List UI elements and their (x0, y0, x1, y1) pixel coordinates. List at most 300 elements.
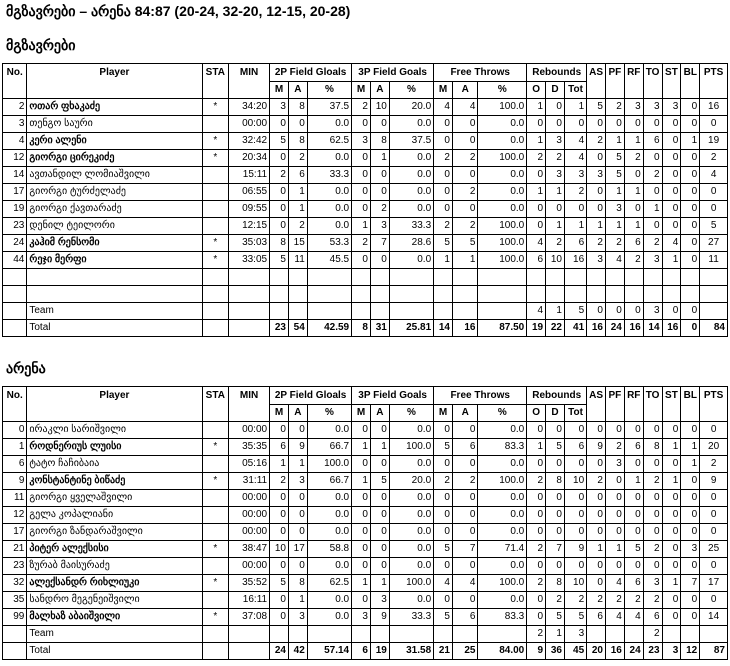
stat-mft: 5 (434, 609, 453, 626)
stat-m3: 0 (352, 422, 371, 439)
stat-st: 0 (662, 609, 681, 626)
total-o: 9 (527, 643, 546, 660)
stat-mft: 0 (434, 524, 453, 541)
stat-a3: 9 (370, 609, 389, 626)
stat-a2: 17 (288, 541, 307, 558)
empty-cell (307, 626, 351, 643)
header-blank (624, 82, 643, 99)
subheader-pct: % (389, 82, 433, 99)
stat-d: 1 (546, 218, 565, 235)
stat-p3: 37.5 (389, 133, 433, 150)
total-p3: 25.81 (389, 320, 433, 337)
stat-p2: 0.0 (307, 490, 351, 507)
stat-rf: 6 (624, 575, 643, 592)
header-sta: STA (202, 387, 229, 405)
stat-a2: 9 (288, 439, 307, 456)
stat-d: 10 (546, 252, 565, 269)
empty-cell (270, 626, 289, 643)
empty-cell (3, 286, 27, 303)
stat-aft: 0 (452, 116, 477, 133)
stat-bl: 3 (681, 541, 700, 558)
header-blank (3, 82, 27, 99)
stat-o: 2 (527, 541, 546, 558)
stat-o: 2 (527, 575, 546, 592)
subheader-o: O (527, 82, 546, 99)
total-m3: 6 (352, 643, 371, 660)
stat-st: 1 (662, 575, 681, 592)
total-p3: 31.58 (389, 643, 433, 660)
empty-cell (370, 626, 389, 643)
team-stat-pts (700, 303, 728, 320)
player-number: 99 (3, 609, 27, 626)
player-row (3, 456, 728, 473)
total-mft: 21 (434, 643, 453, 660)
stat-aft: 0 (452, 507, 477, 524)
player-row (3, 150, 728, 167)
stat-p2: 0.0 (307, 201, 351, 218)
header-player: Player (27, 64, 202, 82)
player-name: კონსტანტინე ბიწაძე (27, 473, 202, 490)
empty-cell (370, 303, 389, 320)
stat-aft: 6 (452, 609, 477, 626)
team-stat-rf (624, 626, 643, 643)
stat-mft: 0 (434, 558, 453, 575)
player-name: დენილ ტეილორი (27, 218, 202, 235)
stat-pft: 0.0 (478, 184, 527, 201)
team-stat-pf (605, 626, 624, 643)
player-name: გიორგი ყველაშვილი (27, 490, 202, 507)
header-pf: PF (605, 64, 624, 82)
stat-pft: 0.0 (478, 116, 527, 133)
player-name: კაჰიმ რენსომი (27, 235, 202, 252)
stat-mft: 5 (434, 235, 453, 252)
player-name: კერი ალენი (27, 133, 202, 150)
stat-mft: 4 (434, 99, 453, 116)
stat-as: 0 (587, 184, 606, 201)
team-row-label: Team (27, 303, 202, 320)
player-number: 12 (3, 507, 27, 524)
total-to: 23 (643, 643, 662, 660)
stat-bl: 0 (681, 422, 700, 439)
player-minutes: 37:08 (229, 609, 270, 626)
stat-d: 0 (546, 201, 565, 218)
stat-m2: 8 (270, 235, 289, 252)
stat-m3: 2 (352, 99, 371, 116)
stat-bl: 0 (681, 473, 700, 490)
header-blank (229, 405, 270, 422)
empty-cell (546, 286, 565, 303)
stat-d: 5 (546, 439, 565, 456)
stat-a2: 11 (288, 252, 307, 269)
stat-pf: 0 (605, 524, 624, 541)
starter-mark (202, 456, 229, 473)
team-stat-d: 1 (546, 626, 565, 643)
stat-rf: 2 (624, 252, 643, 269)
stat-p3: 33.3 (389, 218, 433, 235)
stat-p2: 33.3 (307, 167, 351, 184)
empty-cell (202, 269, 229, 286)
stat-bl: 1 (681, 456, 700, 473)
stat-a3: 0 (370, 252, 389, 269)
stat-pf: 4 (605, 609, 624, 626)
stat-bl: 0 (681, 167, 700, 184)
stat-bl: 0 (681, 184, 700, 201)
stat-m2: 0 (270, 218, 289, 235)
stat-rf: 0 (624, 558, 643, 575)
player-number: 1 (3, 439, 27, 456)
stat-d: 0 (546, 507, 565, 524)
stat-st: 0 (662, 133, 681, 150)
stat-pts: 0 (700, 558, 728, 575)
subheader-m: M (270, 82, 289, 99)
stat-a3: 1 (370, 439, 389, 456)
stat-as: 1 (587, 541, 606, 558)
stat-pf: 0 (605, 490, 624, 507)
empty-cell (229, 643, 270, 660)
stat-m3: 0 (352, 184, 371, 201)
empty-cell (587, 269, 606, 286)
header-min: MIN (229, 64, 270, 82)
stat-m3: 0 (352, 252, 371, 269)
player-row (3, 116, 728, 133)
stat-st: 0 (662, 524, 681, 541)
stat-pft: 100.0 (478, 575, 527, 592)
stat-o: 0 (527, 490, 546, 507)
stat-st: 1 (662, 439, 681, 456)
empty-cell (434, 286, 453, 303)
total-p2: 57.14 (307, 643, 351, 660)
player-minutes: 31:11 (229, 473, 270, 490)
team-stat-pf: 0 (605, 303, 624, 320)
empty-cell (27, 269, 202, 286)
stat-bl: 1 (681, 439, 700, 456)
stat-p3: 0.0 (389, 184, 433, 201)
header-blank (681, 82, 700, 99)
subheader-a: A (452, 405, 477, 422)
header-no: No. (3, 387, 27, 405)
stat-to: 0 (643, 184, 662, 201)
team-row (3, 626, 728, 643)
header-player: Player (27, 387, 202, 405)
empty-cell (202, 320, 229, 337)
stat-pts: 0 (700, 184, 728, 201)
stat-aft: 2 (452, 150, 477, 167)
total-st: 16 (662, 320, 681, 337)
stat-bl: 0 (681, 507, 700, 524)
stat-pts: 0 (700, 592, 728, 609)
empty-cell (3, 269, 27, 286)
player-row (3, 609, 728, 626)
player-row (3, 218, 728, 235)
stat-m2: 1 (270, 456, 289, 473)
subheader-a: A (452, 82, 477, 99)
stat-aft: 2 (452, 473, 477, 490)
stat-m3: 0 (352, 116, 371, 133)
player-name: გიორგი ცირეკიძე (27, 150, 202, 167)
stat-to: 8 (643, 439, 662, 456)
empty-cell (389, 286, 433, 303)
stat-pts: 0 (700, 490, 728, 507)
stat-mft: 2 (434, 473, 453, 490)
stat-aft: 4 (452, 575, 477, 592)
stat-st: 1 (662, 473, 681, 490)
stat-p2: 0.0 (307, 184, 351, 201)
stat-bl: 0 (681, 218, 700, 235)
stat-p3: 0.0 (389, 524, 433, 541)
stat-rf: 2 (624, 592, 643, 609)
stat-p2: 62.5 (307, 133, 351, 150)
stat-p3: 0.0 (389, 252, 433, 269)
player-minutes: 09:55 (229, 201, 270, 218)
empty-cell (202, 286, 229, 303)
stat-tot: 3 (564, 167, 586, 184)
stat-as: 0 (587, 490, 606, 507)
stat-m2: 0 (270, 150, 289, 167)
stat-to: 2 (643, 473, 662, 490)
stat-as: 0 (587, 422, 606, 439)
total-pft: 84.00 (478, 643, 527, 660)
stat-o: 2 (527, 473, 546, 490)
team-stat-st: 0 (662, 303, 681, 320)
stat-st: 4 (662, 235, 681, 252)
player-minutes: 35:35 (229, 439, 270, 456)
header-fg2: 2P Field Gloals (270, 64, 352, 82)
stat-p3: 100.0 (389, 439, 433, 456)
stat-pf: 0 (605, 422, 624, 439)
subheader-d: D (546, 82, 565, 99)
empty-cell (202, 626, 229, 643)
header-blank (643, 82, 662, 99)
empty-row (3, 286, 728, 303)
stat-pts: 2 (700, 150, 728, 167)
player-row (3, 252, 728, 269)
total-pts: 87 (700, 643, 728, 660)
player-minutes: 20:34 (229, 150, 270, 167)
stat-a2: 0 (288, 490, 307, 507)
stat-a2: 1 (288, 201, 307, 218)
player-name: პიტერ ალექსისი (27, 541, 202, 558)
header-blank (27, 82, 202, 99)
stat-mft: 5 (434, 541, 453, 558)
player-number: 3 (3, 116, 27, 133)
total-a2: 54 (288, 320, 307, 337)
stat-a2: 8 (288, 575, 307, 592)
stat-rf: 1 (624, 473, 643, 490)
empty-cell (624, 286, 643, 303)
stat-m2: 0 (270, 422, 289, 439)
player-number: 32 (3, 575, 27, 592)
empty-cell (370, 269, 389, 286)
total-d: 22 (546, 320, 565, 337)
subheader-a: A (370, 82, 389, 99)
header-blank (202, 82, 229, 99)
stat-m2: 0 (270, 592, 289, 609)
starter-mark: * (202, 439, 229, 456)
stat-m2: 3 (270, 99, 289, 116)
stat-pf: 4 (605, 252, 624, 269)
stat-to: 6 (643, 609, 662, 626)
player-number: 12 (3, 150, 27, 167)
header-blank (624, 405, 643, 422)
header-row (3, 64, 728, 82)
game-title: მგზავრები – არენა 84:87 (20-24, 32-20, 12-15, 20-28) (6, 3, 351, 19)
stat-pf: 3 (605, 201, 624, 218)
stat-d: 0 (546, 558, 565, 575)
stat-as: 0 (587, 575, 606, 592)
player-name: სანდრო მეგენეიშვილი (27, 592, 202, 609)
stat-d: 0 (546, 490, 565, 507)
stat-p2: 0.0 (307, 609, 351, 626)
header-pts: PTS (700, 387, 728, 405)
subheader-d: D (546, 405, 565, 422)
empty-cell (478, 286, 527, 303)
stat-m3: 0 (352, 456, 371, 473)
stat-pts: 16 (700, 99, 728, 116)
stat-as: 3 (587, 167, 606, 184)
stat-to: 0 (643, 490, 662, 507)
stat-bl: 0 (681, 609, 700, 626)
team-stat-st (662, 626, 681, 643)
total-m3: 8 (352, 320, 371, 337)
stat-tot: 0 (564, 524, 586, 541)
stat-rf: 0 (624, 524, 643, 541)
stat-aft: 7 (452, 541, 477, 558)
stat-m3: 1 (352, 473, 371, 490)
stat-st: 3 (662, 99, 681, 116)
stat-rf: 0 (624, 456, 643, 473)
stat-pts: 14 (700, 609, 728, 626)
stat-tot: 1 (564, 218, 586, 235)
stat-mft: 1 (434, 252, 453, 269)
stat-p3: 0.0 (389, 541, 433, 558)
empty-cell (352, 303, 371, 320)
stat-o: 0 (527, 218, 546, 235)
stat-pts: 2 (700, 456, 728, 473)
stat-mft: 2 (434, 218, 453, 235)
starter-mark: * (202, 541, 229, 558)
stat-to: 0 (643, 558, 662, 575)
stat-o: 0 (527, 116, 546, 133)
stat-p2: 37.5 (307, 99, 351, 116)
stat-mft: 5 (434, 439, 453, 456)
player-number: 4 (3, 133, 27, 150)
empty-cell (587, 286, 606, 303)
stat-tot: 0 (564, 507, 586, 524)
stat-pft: 0.0 (478, 592, 527, 609)
empty-cell (452, 269, 477, 286)
stat-p3: 0.0 (389, 456, 433, 473)
team-row (3, 303, 728, 320)
stat-pf: 5 (605, 150, 624, 167)
player-number: 21 (3, 541, 27, 558)
stat-aft: 6 (452, 439, 477, 456)
starter-mark (202, 184, 229, 201)
stat-aft: 1 (452, 252, 477, 269)
stat-pft: 100.0 (478, 99, 527, 116)
total-m2: 23 (270, 320, 289, 337)
starter-mark (202, 592, 229, 609)
empty-cell (229, 626, 270, 643)
total-pf: 24 (605, 320, 624, 337)
empty-cell (546, 269, 565, 286)
header-pts: PTS (700, 64, 728, 82)
total-a2: 42 (288, 643, 307, 660)
stat-st: 0 (662, 456, 681, 473)
player-minutes: 35:52 (229, 575, 270, 592)
stat-aft: 4 (452, 99, 477, 116)
header-st: ST (662, 64, 681, 82)
stat-m3: 0 (352, 507, 371, 524)
stat-o: 0 (527, 609, 546, 626)
total-d: 36 (546, 643, 565, 660)
stat-pts: 25 (700, 541, 728, 558)
empty-cell (389, 626, 433, 643)
stat-a3: 0 (370, 167, 389, 184)
stat-d: 3 (546, 167, 565, 184)
stat-pft: 100.0 (478, 252, 527, 269)
stat-tot: 0 (564, 456, 586, 473)
player-minutes: 00:00 (229, 490, 270, 507)
stat-o: 6 (527, 252, 546, 269)
stat-bl: 0 (681, 592, 700, 609)
stat-p3: 0.0 (389, 422, 433, 439)
stat-m2: 5 (270, 133, 289, 150)
empty-cell (288, 269, 307, 286)
header-blank (587, 405, 606, 422)
stat-o: 1 (527, 439, 546, 456)
stat-a2: 0 (288, 116, 307, 133)
stat-d: 8 (546, 473, 565, 490)
stat-rf: 3 (624, 99, 643, 116)
header-bl: BL (681, 64, 700, 82)
empty-cell (229, 303, 270, 320)
stat-as: 2 (587, 473, 606, 490)
player-name: ავთანდილ ლომიაშვილი (27, 167, 202, 184)
total-pft: 87.50 (478, 320, 527, 337)
stat-rf: 0 (624, 167, 643, 184)
stat-pf: 1 (605, 218, 624, 235)
stat-a3: 0 (370, 558, 389, 575)
empty-row (3, 269, 728, 286)
empty-cell (434, 269, 453, 286)
stat-mft: 0 (434, 201, 453, 218)
player-row (3, 575, 728, 592)
empty-cell (452, 286, 477, 303)
starter-mark (202, 558, 229, 575)
player-minutes: 06:55 (229, 184, 270, 201)
header-bl: BL (681, 387, 700, 405)
team-stat-pts (700, 626, 728, 643)
stat-d: 5 (546, 609, 565, 626)
team-name-home: მგზავრები (6, 37, 76, 53)
stat-as: 2 (587, 133, 606, 150)
empty-cell (389, 303, 433, 320)
stat-p3: 0.0 (389, 507, 433, 524)
player-minutes: 00:00 (229, 116, 270, 133)
header-as: AS (587, 64, 606, 82)
header-blank (202, 405, 229, 422)
empty-cell (270, 303, 289, 320)
stat-o: 4 (527, 235, 546, 252)
player-number: 0 (3, 422, 27, 439)
stat-tot: 4 (564, 150, 586, 167)
stat-aft: 0 (452, 422, 477, 439)
starter-mark (202, 201, 229, 218)
stat-st: 0 (662, 422, 681, 439)
header-pf: PF (605, 387, 624, 405)
stat-a3: 3 (370, 218, 389, 235)
empty-cell (434, 303, 453, 320)
